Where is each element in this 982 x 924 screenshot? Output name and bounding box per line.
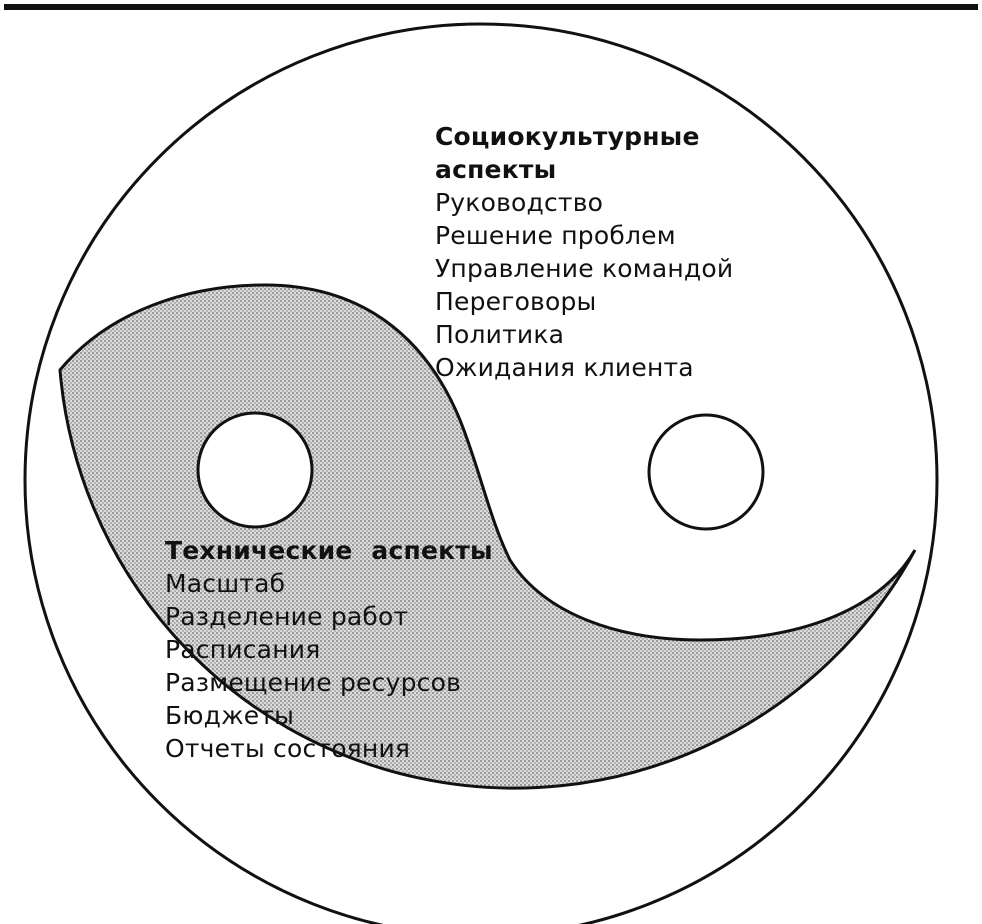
tech-item-resource-allocation: Размещение ресурсов	[165, 668, 462, 697]
left-eye-circle	[198, 413, 312, 527]
socio-cultural-heading-line2: аспекты	[435, 155, 557, 184]
technical-heading: Технические аспекты	[165, 536, 493, 565]
technical-aspects-block	[165, 534, 545, 765]
tech-item-budgets: Бюджеты	[165, 701, 295, 730]
tech-item-status-reports: Отчеты состояния	[165, 734, 411, 763]
socio-item-customer-expectations: Ожидания клиента	[435, 353, 694, 382]
socio-item-negotiations: Переговоры	[435, 287, 597, 316]
right-eye-circle	[649, 415, 763, 529]
tech-item-work-breakdown: Разделение работ	[165, 602, 409, 631]
tech-item-scope: Масштаб	[165, 569, 286, 598]
socio-item-leadership: Руководство	[435, 188, 604, 217]
socio-cultural-heading-line1: Социокультурные	[435, 122, 700, 151]
tech-item-schedules: Расписания	[165, 635, 321, 664]
socio-item-team-management: Управление командой	[435, 254, 734, 283]
socio-cultural-aspects-block	[435, 120, 855, 384]
socio-item-politics: Политика	[435, 320, 565, 349]
socio-item-problem-solving: Решение проблем	[435, 221, 676, 250]
